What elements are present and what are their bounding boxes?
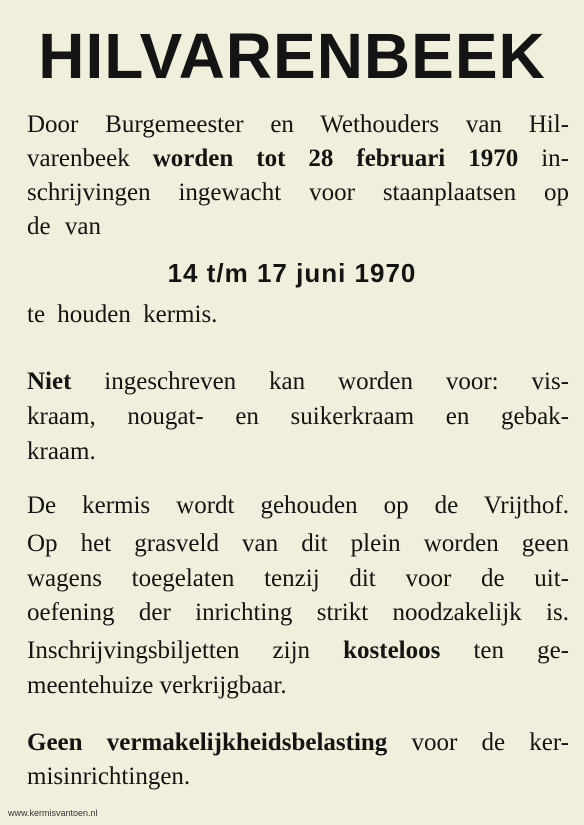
text-span: in- [518,145,569,172]
kosteloos-bold: kosteloos [343,637,441,664]
paragraph-3-line-2: Op het grasveld van dit plein worden geen [27,530,569,557]
page-title: HILVARENBEEK [38,20,546,92]
event-date: 14 t/m 17 juni 1970 [167,258,417,288]
deadline-text: worden tot 28 februari 1970 [152,145,519,172]
paragraph-1-line-2 [27,142,569,176]
paragraph-3-line-5 [27,634,569,668]
paragraph-4-line-2: misinrichtingen. [27,763,191,790]
text-span: ten ge- [440,637,569,664]
text-span: voor de ker- [387,729,570,756]
text-span: ingeschreven kan worden voor: vis- [71,368,569,395]
paragraph-2-line-1 [27,365,569,399]
paragraph-3-line-1: De kermis wordt gehouden op de Vrijthof. [27,492,569,519]
paragraph-2-line-2: kraam, nougat- en suikerkraam en gebak- [27,403,569,430]
text-span: Inschrijvingsbiljetten zijn [27,637,344,664]
paragraph-2-line-3: kraam. [27,438,96,465]
paragraph-3-line-6: meentehuize verkrijgbaar. [27,672,287,699]
paragraph-1-end: te houden kermis. [27,301,218,328]
niet-bold: Niet [27,368,72,395]
paragraph-1-line-3: schrijvingen ingewacht voor staanplaatsen op [27,179,569,206]
paragraph-4-line-1 [27,726,569,760]
website-footer: www.kermisvantoen.nl [8,808,98,818]
paragraph-3-line-4: oefening der inrichting strikt noodzakelijk is. [27,599,569,626]
paragraph-1-line-4: de van [27,213,101,240]
paragraph-1-line-1: Door Burgemeester en Wethouders van Hil- [27,111,569,138]
tax-notice-bold: Geen vermakelijkheidsbelasting [27,729,388,756]
text-span: varenbeek [27,145,153,172]
paragraph-3-line-3: wagens toegelaten tenzij dit voor de uit- [27,565,569,592]
